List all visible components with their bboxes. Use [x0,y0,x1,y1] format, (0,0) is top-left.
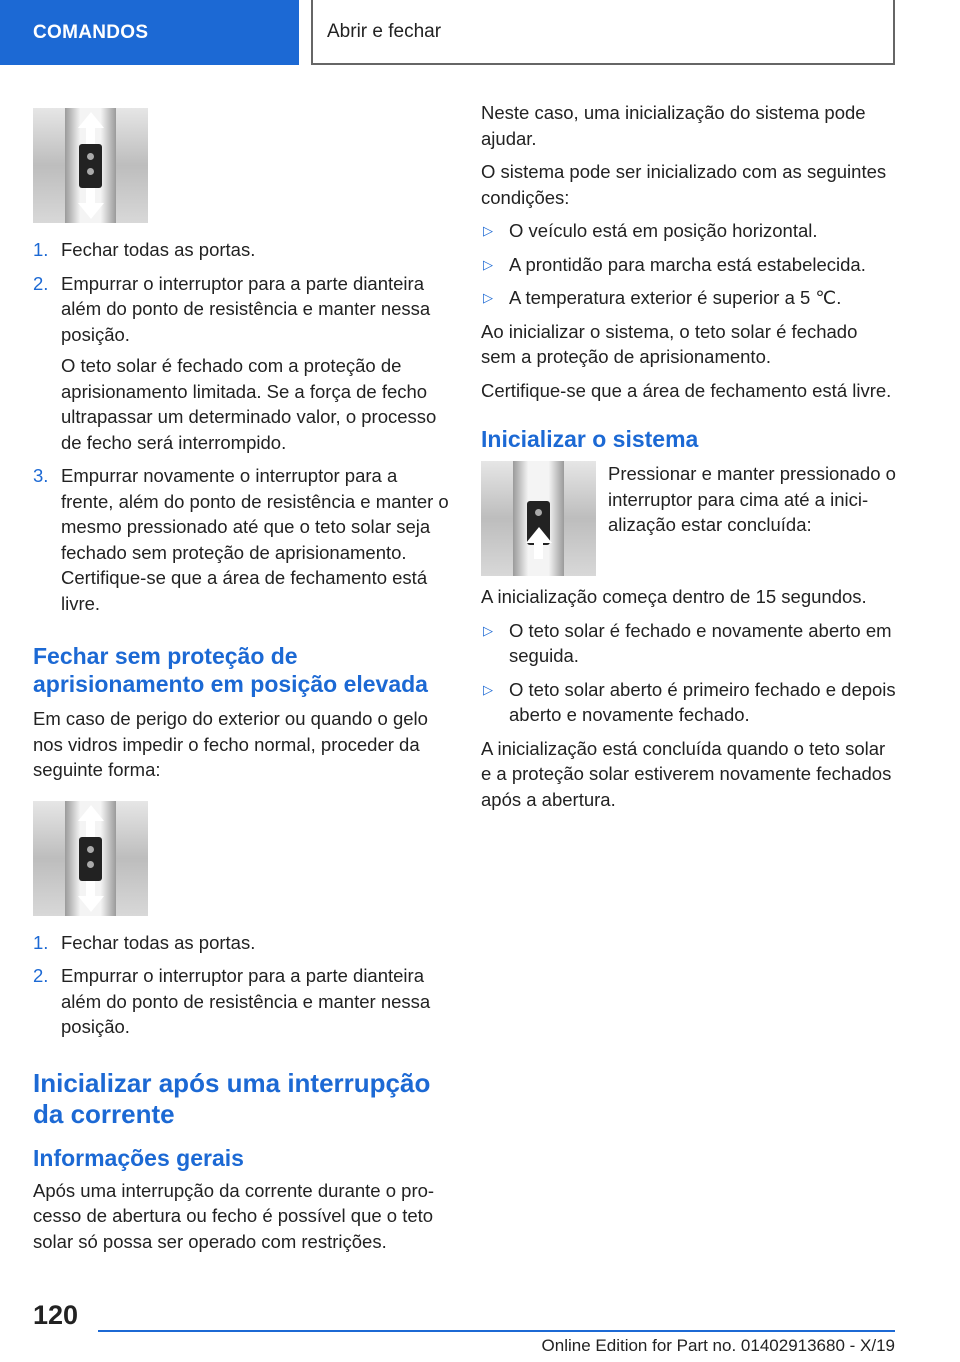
list-item: ▷ A temperatura exterior é superior a 5 ℃. [481,285,897,311]
list-item: 1. Fechar todas as portas. [33,931,256,953]
list-item: 2. Empurrar o interruptor para a parte dianteira além do ponto de resistência e manter nessa posição. [33,965,431,1037]
list-item: 1. Fechar todas as portas. [33,239,256,260]
page-number: 120 [33,1300,79,1330]
heading-init-system: Inicializar o sistema [481,426,699,452]
heading-reinit: Inicializar após uma interrupção da corrente [33,1067,431,1129]
list-item: ▷ O teto solar é fechado e novamente aberto em seguida. [483,619,892,666]
steps-list-1 [33,237,449,616]
bullet-triangle-icon: ▷ [483,681,493,697]
footer-edition: Online Edition for Part no. 01402913680 - X/19 [541,1336,895,1355]
paragraph: Ao inicializar o sistema, o teto solar é fechado sem a proteção de aprisionamento. [481,320,858,367]
chapter-title: Abrir e fechar [327,20,442,42]
step-note: O teto solar é fechado com a proteção de aprisionamento limitada. Se a força de fecho ultrapassar um determinado valor, o processo de fecho será interrompido. [61,355,437,453]
paragraph: Certifique-se que a área de fechamento está livre. [481,379,892,401]
paragraph: Pressionar e manter pressionado o interruptor para cima até a inicialização estar concluída: [608,463,896,535]
results-list [481,618,897,728]
heading-close-elevated: Fechar sem proteção de aprisionamento em posição elevada [33,643,428,697]
steps-list-2 [33,930,449,1040]
paragraph: A inicialização começa dentro de 15 segundos. [481,586,867,607]
bullet-triangle-icon: ▷ [483,290,493,305]
chapter-tab [311,0,895,65]
list-item: 3. Empurrar novamente o interruptor para a frente, além do ponto de resistência e manter o mesmo pressionado até que o teto solar seja fechado sem proteção de aprisionamento. Certifique-se que a área de fechamento está livre. [33,465,449,614]
section-title: COMANDOS [33,21,149,43]
bullet-triangle-icon: ▷ [483,223,493,238]
bullet-triangle-icon: ▷ [483,622,493,638]
paragraph: A inicialização está concluída quando o teto solar e a proteção solar estiverem novamente fechados após a abertura. [481,737,892,810]
switch-illustration-1 [33,108,148,223]
conditions-list [481,218,897,311]
section-tab [0,0,299,65]
paragraph: O sistema pode ser inicializado com as seguintes condições: [481,161,887,208]
list-item: ▷ A prontidão para marcha está estabelecida. [481,252,897,278]
list-item: 2. Empurrar o interruptor para a parte dianteira além do ponto de resistência e manter nessa posição. O teto solar é fechado com a proteção de aprisionamento limitada. Se a força de fecho ultrapassar um determinado valor, o processo de fecho será interrompido. [33,271,449,456]
switch-illustration-2 [33,801,148,916]
footer-divider [98,1330,895,1332]
paragraph: Neste caso, uma inicialização do sistema pode ajudar. [481,102,866,149]
list-item: ▷ O veículo está em posição horizontal. [481,218,897,244]
bullet-triangle-icon: ▷ [483,256,493,272]
right-column [481,100,897,820]
list-item: ▷ O teto solar aberto é primeiro fechado e depois aberto e novamente fechado. [483,678,896,725]
paragraph: Após uma interrupção da corrente durante o processo de abertura ou fecho é possível que o teto solar só possa ser operado com restrições. [33,1179,435,1252]
paragraph: Em caso de perigo do exterior ou quando o gelo nos vidros impedir o fecho normal, proceder da seguinte forma: [33,708,428,780]
left-column [33,100,449,1262]
switch-illustration-3 [481,461,596,576]
heading-general-info: Informações gerais [33,1144,244,1171]
